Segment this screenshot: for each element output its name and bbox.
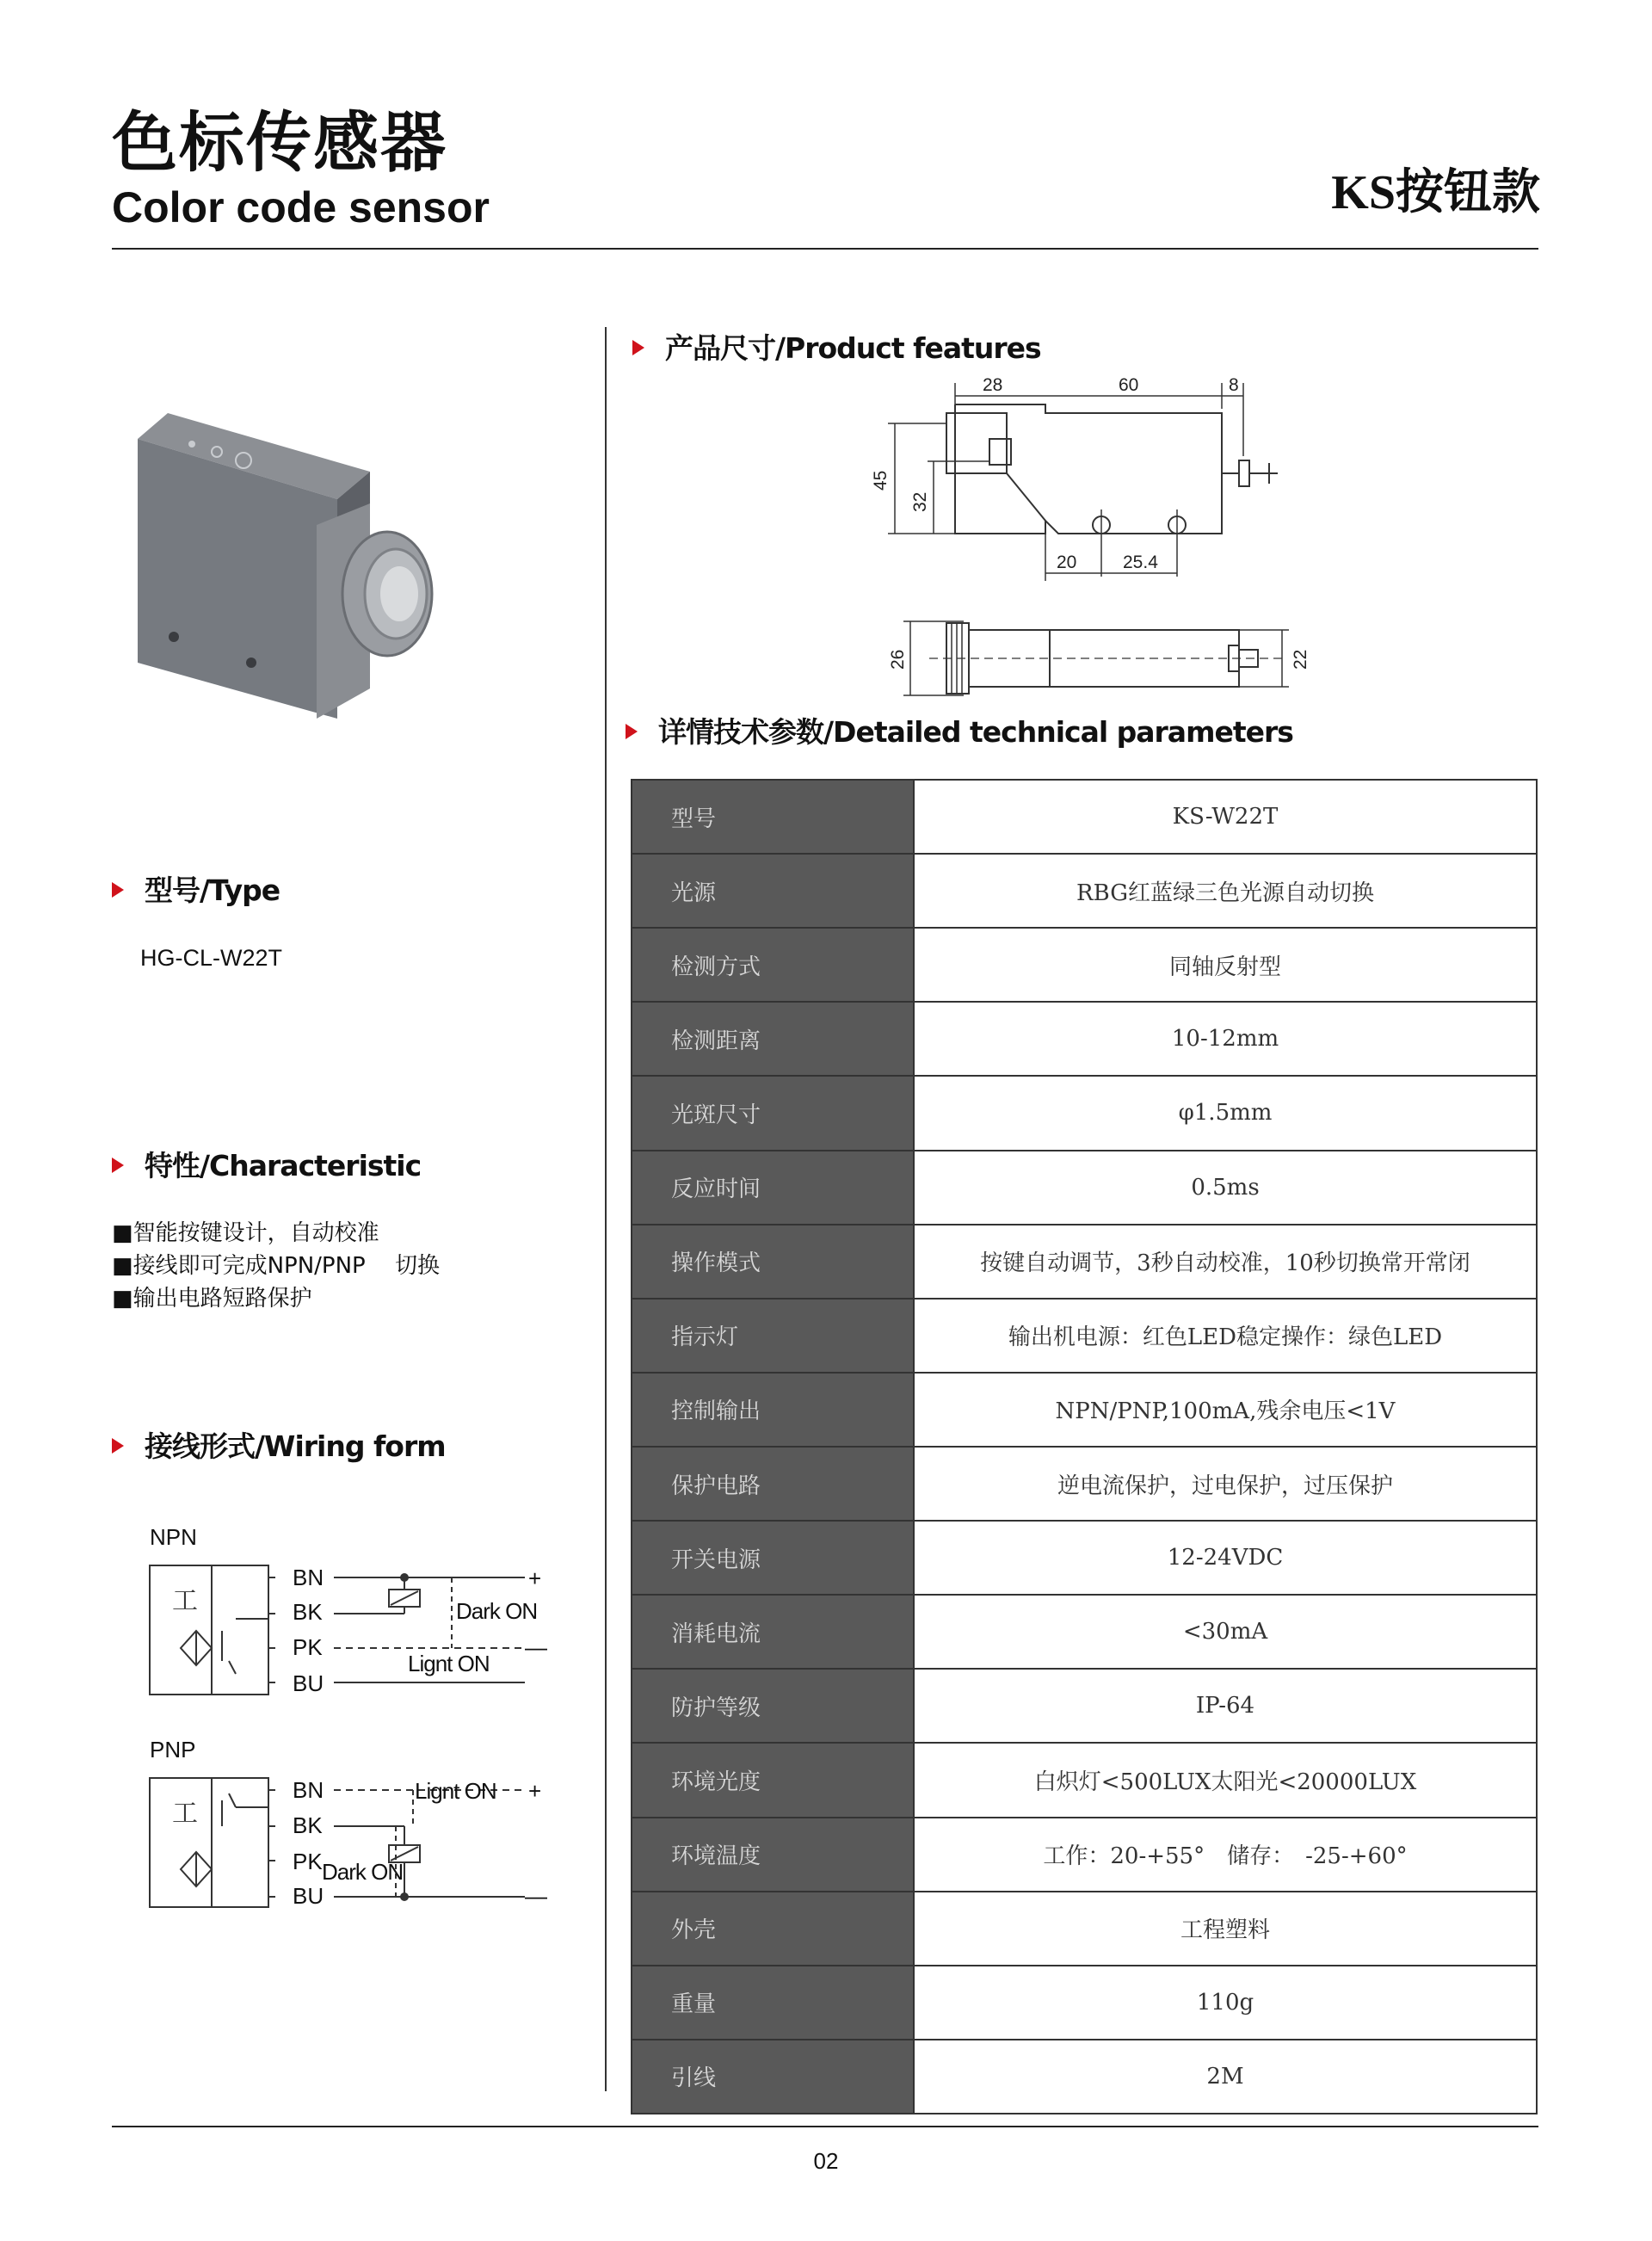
table-row xyxy=(632,1225,1537,1299)
svg-text:工: 工 xyxy=(172,1586,198,1616)
spec-label: 操作模式 xyxy=(632,1225,914,1299)
spec-value: 输出机电源：红色LED稳定操作：绿色LED xyxy=(914,1299,1537,1373)
spec-value: 按键自动调节，3秒自动校准，10秒切换常开常闭 xyxy=(914,1225,1537,1299)
spec-value: KS-W22T xyxy=(914,780,1537,854)
bullet-triangle-icon xyxy=(112,1158,124,1173)
type-title-text: 型号/Type xyxy=(145,874,280,907)
spec-label: 消耗电流 xyxy=(632,1595,914,1669)
spec-value: 工作：20-+55° 储存： -25-+60° xyxy=(914,1818,1537,1892)
svg-text:PK: PK xyxy=(293,1849,323,1874)
characteristic-section-title xyxy=(112,1151,421,1180)
svg-text:+: + xyxy=(528,1565,542,1591)
table-row xyxy=(632,1002,1537,1076)
table-row xyxy=(632,1076,1537,1150)
svg-text:BN: BN xyxy=(293,1565,324,1590)
spec-label: 检测距离 xyxy=(632,1002,914,1076)
svg-text:BN: BN xyxy=(293,1777,324,1803)
table-row xyxy=(632,1743,1537,1817)
svg-text:BU: BU xyxy=(293,1883,324,1909)
spec-label: 环境光度 xyxy=(632,1743,914,1817)
wiring-title-text: 接线形式/Wiring form xyxy=(145,1429,446,1463)
product-title-text: 产品尺寸/Product features xyxy=(665,331,1041,365)
table-row xyxy=(632,1669,1537,1743)
spec-value: NPN/PNP,100mA,残余电压<1V xyxy=(914,1373,1537,1447)
table-row xyxy=(632,928,1537,1002)
characteristic-item: ■接线即可完成NPN/PNP 切换 xyxy=(112,1253,440,1279)
spec-label: 外壳 xyxy=(632,1892,914,1966)
svg-text:Dark ON: Dark ON xyxy=(322,1859,404,1885)
svg-text:—: — xyxy=(525,1883,547,1909)
svg-text:45: 45 xyxy=(871,470,891,491)
svg-text:28: 28 xyxy=(983,375,1003,395)
characteristic-title-text: 特性/Characteristic xyxy=(145,1149,422,1182)
header-divider xyxy=(112,248,1538,250)
table-row xyxy=(632,1373,1537,1447)
svg-text:32: 32 xyxy=(910,491,930,512)
svg-text:8: 8 xyxy=(1229,375,1239,395)
spec-value: 逆电流保护，过电保护，过压保护 xyxy=(914,1447,1537,1521)
svg-text:+: + xyxy=(528,1778,542,1804)
bullet-triangle-icon xyxy=(626,724,638,739)
spec-value: 同轴反射型 xyxy=(914,928,1537,1002)
spec-value: <30mA xyxy=(914,1595,1537,1669)
spec-value: 白炽灯<500LUX太阳光<20000LUX xyxy=(914,1743,1537,1817)
spec-label: 保护电路 xyxy=(632,1447,914,1521)
spec-label: 光斑尺寸 xyxy=(632,1076,914,1150)
table-row xyxy=(632,854,1537,928)
table-row xyxy=(632,1595,1537,1669)
model-tag: KS按钮款 xyxy=(1331,166,1540,219)
svg-text:BK: BK xyxy=(293,1599,323,1625)
table-row xyxy=(632,1151,1537,1225)
svg-text:—: — xyxy=(525,1634,547,1660)
svg-text:工: 工 xyxy=(172,1799,198,1829)
spec-label: 引线 xyxy=(632,2040,914,2114)
spec-label: 型号 xyxy=(632,780,914,854)
pnp-wiring-diagram xyxy=(146,1732,559,1917)
spec-label: 重量 xyxy=(632,1966,914,2040)
svg-text:22: 22 xyxy=(1291,649,1310,670)
characteristic-list xyxy=(112,1217,440,1315)
spec-label: 指示灯 xyxy=(632,1299,914,1373)
spec-label: 检测方式 xyxy=(632,928,914,1002)
table-row xyxy=(632,1818,1537,1892)
table-row xyxy=(632,780,1537,854)
spec-label: 控制输出 xyxy=(632,1373,914,1447)
table-row xyxy=(632,2040,1537,2114)
characteristic-item: ■智能按键设计，自动校准 xyxy=(112,1220,379,1246)
table-row xyxy=(632,1521,1537,1595)
dimension-drawing-side xyxy=(878,611,1325,706)
spec-table xyxy=(631,779,1538,2114)
params-section-title xyxy=(626,715,1293,749)
table-row xyxy=(632,1299,1537,1373)
svg-text:BK: BK xyxy=(293,1812,323,1838)
svg-text:20: 20 xyxy=(1057,553,1077,572)
svg-text:Dark ON: Dark ON xyxy=(456,1598,538,1624)
svg-text:Lignt ON: Lignt ON xyxy=(415,1778,496,1804)
spec-value: RBG红蓝绿三色光源自动切换 xyxy=(914,854,1537,928)
bullet-triangle-icon xyxy=(112,882,124,898)
spec-value: 110g xyxy=(914,1966,1537,2040)
product-section-title xyxy=(632,331,1041,365)
spec-value: 10-12mm xyxy=(914,1002,1537,1076)
svg-text:PK: PK xyxy=(293,1634,323,1660)
characteristic-item: ■输出电路短路保护 xyxy=(112,1286,312,1312)
spec-label: 环境温度 xyxy=(632,1818,914,1892)
npn-label: NPN xyxy=(150,1524,197,1550)
svg-text:Lignt ON: Lignt ON xyxy=(408,1651,490,1676)
page-title-cn: 色标传感器 xyxy=(112,104,447,181)
svg-text:60: 60 xyxy=(1119,375,1139,395)
table-row xyxy=(632,1966,1537,2040)
page-number: 02 xyxy=(813,2148,839,2174)
svg-text:BU: BU xyxy=(293,1670,324,1696)
bullet-triangle-icon xyxy=(112,1438,124,1454)
npn-wiring-diagram xyxy=(146,1519,559,1700)
spec-value: 0.5ms xyxy=(914,1151,1537,1225)
table-row xyxy=(632,1447,1537,1521)
spec-value: 12-24VDC xyxy=(914,1521,1537,1595)
spec-label: 反应时间 xyxy=(632,1151,914,1225)
spec-value: 2M xyxy=(914,2040,1537,2114)
column-divider xyxy=(605,327,607,2091)
footer-divider xyxy=(112,2126,1538,2127)
spec-value: IP-64 xyxy=(914,1669,1537,1743)
table-row xyxy=(632,1892,1537,1966)
svg-text:25.4: 25.4 xyxy=(1123,553,1158,572)
page-title-en: Color code sensor xyxy=(112,183,490,232)
spec-value: φ1.5mm xyxy=(914,1076,1537,1150)
spec-value: 工程塑料 xyxy=(914,1892,1537,1966)
spec-label: 开关电源 xyxy=(632,1521,914,1595)
type-section-title xyxy=(112,874,280,907)
params-title-text: 详情技术参数/Detailed technical parameters xyxy=(658,715,1293,749)
dimension-drawing-top xyxy=(860,370,1308,585)
type-value: HG-CL-W22T xyxy=(140,945,283,971)
pnp-label: PNP xyxy=(150,1737,196,1763)
bullet-triangle-icon xyxy=(632,340,644,355)
product-photo xyxy=(112,379,508,723)
wiring-section-title xyxy=(112,1429,446,1463)
spec-label: 光源 xyxy=(632,854,914,928)
svg-text:26: 26 xyxy=(888,649,908,670)
spec-label: 防护等级 xyxy=(632,1669,914,1743)
